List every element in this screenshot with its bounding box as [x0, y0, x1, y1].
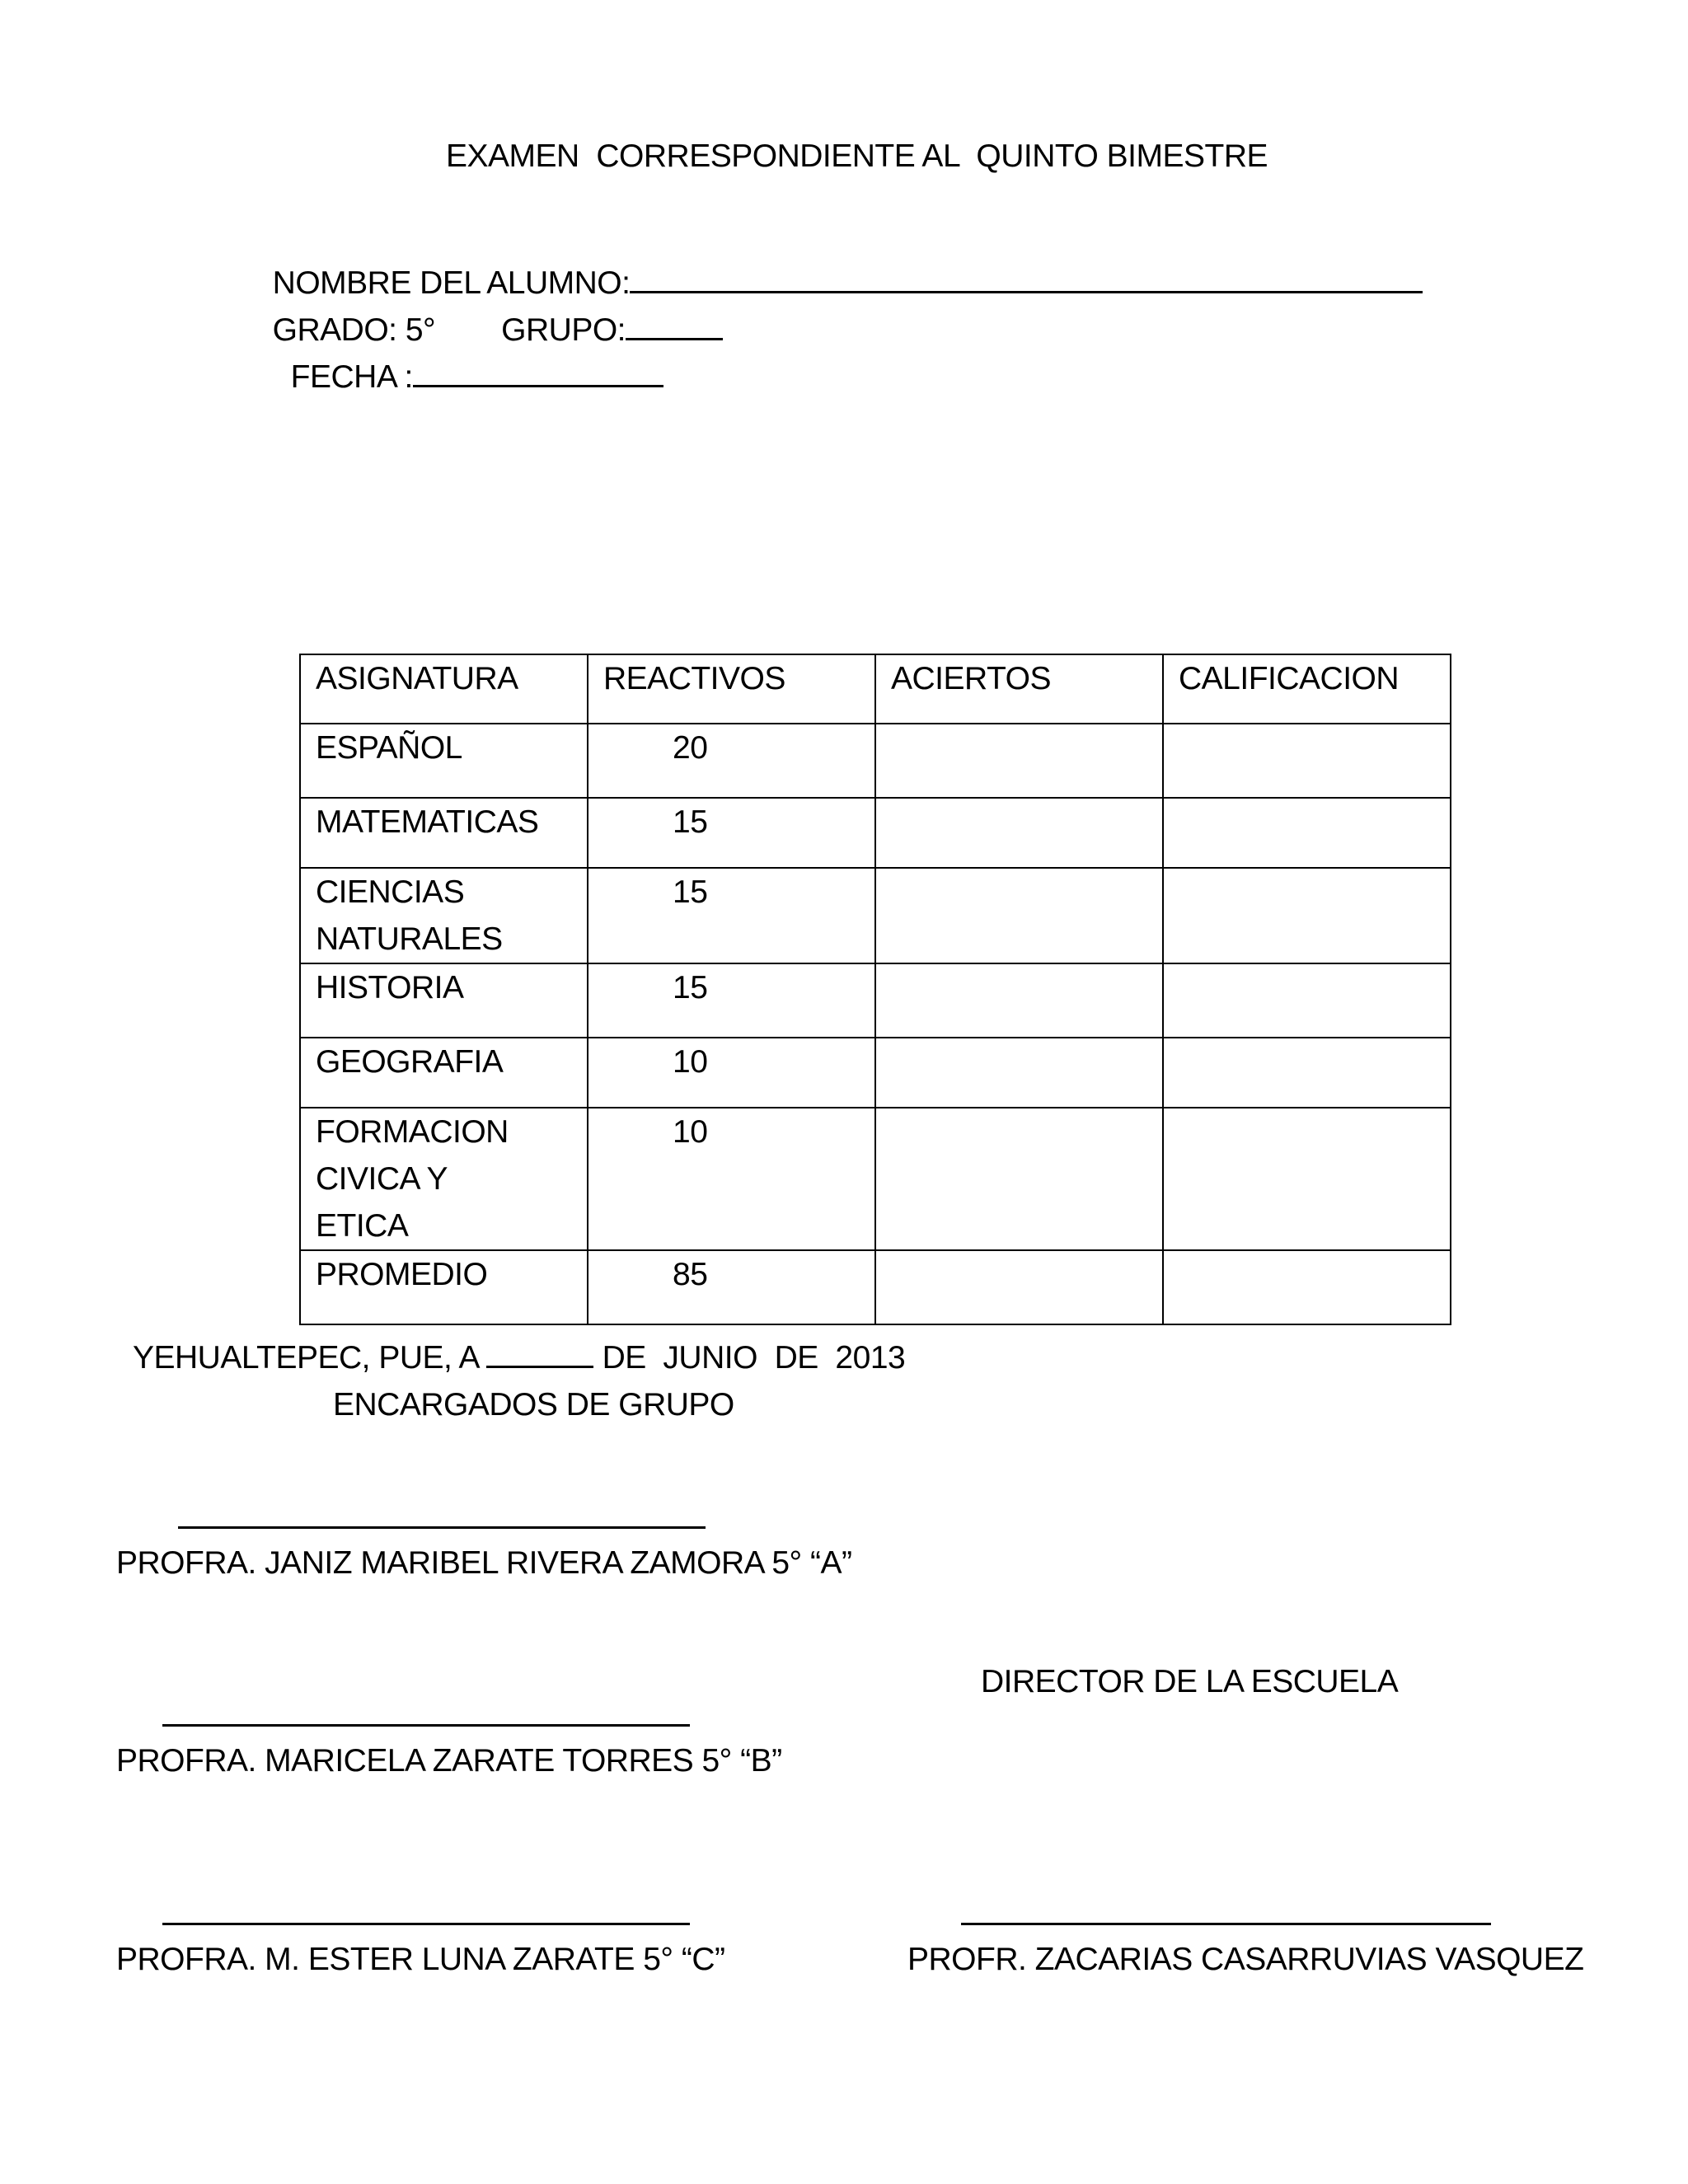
- subject-cell: HISTORIA: [300, 963, 588, 1038]
- date-blank[interactable]: [413, 360, 663, 387]
- table-row: [300, 868, 1451, 963]
- grade-cell[interactable]: [1163, 798, 1451, 868]
- subject-cell: MATEMATICAS: [300, 798, 588, 868]
- subject-cell: FORMACION CIVICA Y ETICA: [300, 1108, 588, 1250]
- correct-cell[interactable]: [875, 724, 1163, 798]
- items-cell: 20: [588, 724, 875, 798]
- subject-cell: GEOGRAFIA: [300, 1038, 588, 1108]
- items-cell: 85: [588, 1250, 875, 1324]
- table-row: [300, 1038, 1451, 1108]
- header-cell: ASIGNATURA: [300, 654, 588, 724]
- table-row: [300, 798, 1451, 868]
- teacher-b-name: PROFRA. MARICELA ZARATE TORRES 5° “B”: [116, 1743, 782, 1779]
- items-cell: 15: [588, 798, 875, 868]
- correct-cell[interactable]: [875, 1250, 1163, 1324]
- grade-cell[interactable]: [1163, 868, 1451, 963]
- signature-line-teacher-a[interactable]: [178, 1526, 706, 1529]
- teacher-a-name: PROFRA. JANIZ MARIBEL RIVERA ZAMORA 5° “A”: [116, 1545, 852, 1581]
- director-heading: DIRECTOR DE LA ESCUELA: [981, 1664, 1399, 1699]
- correct-cell[interactable]: [875, 868, 1163, 963]
- teacher-c-name: PROFRA. M. ESTER LUNA ZARATE 5° “C”: [116, 1942, 725, 1977]
- grade-cell[interactable]: [1163, 1250, 1451, 1324]
- table-header-row: [300, 654, 1451, 724]
- header-cell: CALIFICACION: [1163, 654, 1451, 724]
- student-name-label: NOMBRE DEL ALUMNO:: [272, 265, 631, 301]
- table-row: [300, 1108, 1451, 1250]
- table-row: [300, 724, 1451, 798]
- grade-cell[interactable]: [1163, 1038, 1451, 1108]
- correct-cell[interactable]: [875, 798, 1163, 868]
- grade-cell[interactable]: [1163, 1108, 1451, 1250]
- signature-line-director[interactable]: [961, 1923, 1491, 1925]
- director-name: PROFR. ZACARIAS CASARRUVIAS VASQUEZ: [907, 1942, 1584, 1977]
- day-blank[interactable]: [486, 1341, 593, 1368]
- grades-table: [299, 654, 1451, 1325]
- place-date-line: [116, 1309, 905, 1374]
- correct-cell[interactable]: [875, 1108, 1163, 1250]
- subject-cell: PROMEDIO: [300, 1250, 588, 1324]
- grade-cell[interactable]: [1163, 963, 1451, 1038]
- date-label: FECHA :: [290, 359, 413, 395]
- place-date-suffix: DE JUNIO DE 2013: [593, 1340, 906, 1376]
- items-cell: 15: [588, 963, 875, 1038]
- signature-line-teacher-c[interactable]: [162, 1923, 690, 1925]
- items-cell: 10: [588, 1108, 875, 1250]
- student-name-blank[interactable]: [630, 266, 1423, 293]
- items-cell: 15: [588, 868, 875, 963]
- items-cell: 10: [588, 1038, 875, 1108]
- signature-line-teacher-b[interactable]: [162, 1724, 690, 1727]
- grade-cell[interactable]: [1163, 724, 1451, 798]
- date-line: [274, 328, 663, 393]
- header-cell: ACIERTOS: [875, 654, 1163, 724]
- place-date-prefix: YEHUALTEPEC, PUE, A: [132, 1340, 487, 1376]
- grade-label: GRADO: 5°: [272, 312, 436, 348]
- subject-cell: ESPAÑOL: [300, 724, 588, 798]
- group-label: GRUPO:: [501, 312, 626, 348]
- subject-cell: CIENCIAS NATURALES: [300, 868, 588, 963]
- group-teachers-heading: ENCARGADOS DE GRUPO: [333, 1387, 734, 1422]
- correct-cell[interactable]: [875, 963, 1163, 1038]
- correct-cell[interactable]: [875, 1038, 1163, 1108]
- exam-title: EXAMEN CORRESPONDIENTE AL QUINTO BIMESTRE: [446, 138, 1268, 174]
- table-row: [300, 963, 1451, 1038]
- header-cell: REACTIVOS: [588, 654, 875, 724]
